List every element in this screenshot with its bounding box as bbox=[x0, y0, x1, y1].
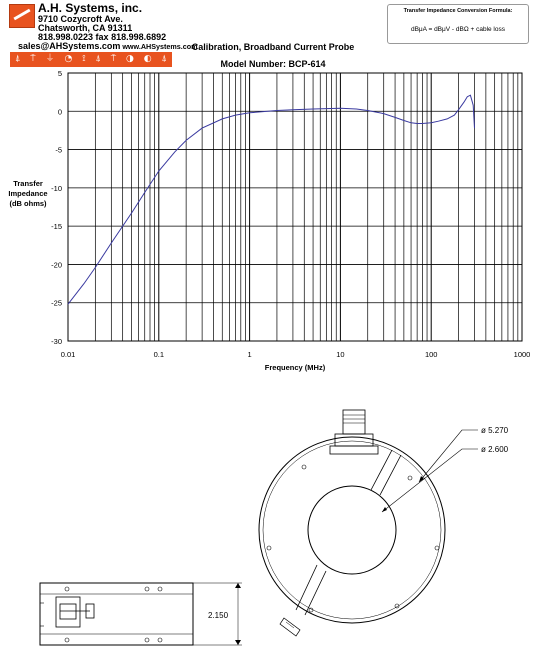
x-tick-label: 10 bbox=[336, 350, 345, 359]
front-view bbox=[259, 410, 478, 636]
x-tick-label: 1000 bbox=[513, 350, 531, 359]
y-tick-label: -30 bbox=[51, 337, 62, 346]
antenna-icon: ⟟ bbox=[82, 54, 86, 64]
probe-icon: ◑ bbox=[126, 54, 134, 64]
y-tick-label: -15 bbox=[51, 222, 62, 232]
y-tick-label: -20 bbox=[51, 260, 62, 270]
probe-icon: ◐ bbox=[143, 54, 152, 64]
antenna-icon: ⍑ bbox=[30, 54, 36, 64]
company-name: A.H. Systems, inc. bbox=[38, 1, 143, 15]
dim-height-label: 2.150 bbox=[208, 611, 229, 620]
y-axis-label: (dB ohms) bbox=[9, 199, 47, 208]
formula-text: dBμA = dBμV - dBΩ + cable loss bbox=[410, 26, 505, 33]
x-tick-label: 0.01 bbox=[60, 350, 76, 359]
x-axis-label: Frequency (MHz) bbox=[264, 363, 326, 372]
y-axis-label: Transfer bbox=[13, 179, 43, 188]
y-tick-label: 5 bbox=[57, 69, 62, 78]
address-line-1: 9710 Cozycroft Ave. bbox=[38, 13, 123, 24]
email-link[interactable]: sales@AHSystems.com bbox=[18, 41, 121, 51]
dim-outer-diameter-label: ø 5.270 bbox=[481, 426, 509, 435]
y-axis-label: Impedance bbox=[8, 189, 48, 198]
antenna-icon: ⍋ bbox=[161, 54, 167, 64]
x-tick-label: 100 bbox=[424, 350, 438, 359]
antenna-icon: ⍑ bbox=[110, 54, 117, 64]
chart-subtitle: Model Number: BCP-614 bbox=[220, 59, 326, 69]
address-line-2: Chatsworth, CA 91311 bbox=[38, 23, 133, 34]
antenna-icon: ⍋ bbox=[14, 54, 21, 64]
antenna-icon: ⏚ bbox=[45, 54, 55, 64]
website-link[interactable]: www.AHSystems.com bbox=[122, 42, 198, 51]
y-tick-label: 0 bbox=[57, 107, 62, 117]
y-tick-label: -10 bbox=[51, 183, 62, 193]
phone-line: 818.998.0223 fax 818.998.6892 bbox=[38, 32, 167, 43]
dim-inner-diameter-label: ø 2.600 bbox=[481, 445, 509, 454]
probe-icon: ◔ bbox=[64, 54, 73, 64]
formula-title: Transfer Impedance Conversion Formula: bbox=[403, 8, 513, 14]
y-tick-label: -5 bbox=[55, 145, 62, 155]
x-tick-label: 1 bbox=[247, 350, 252, 359]
chart-title: Calibration, Broadband Current Probe bbox=[191, 42, 355, 52]
antenna-icon: ⍋ bbox=[95, 54, 101, 64]
x-tick-label: 0.1 bbox=[153, 350, 165, 359]
y-tick-label: -25 bbox=[51, 298, 62, 308]
